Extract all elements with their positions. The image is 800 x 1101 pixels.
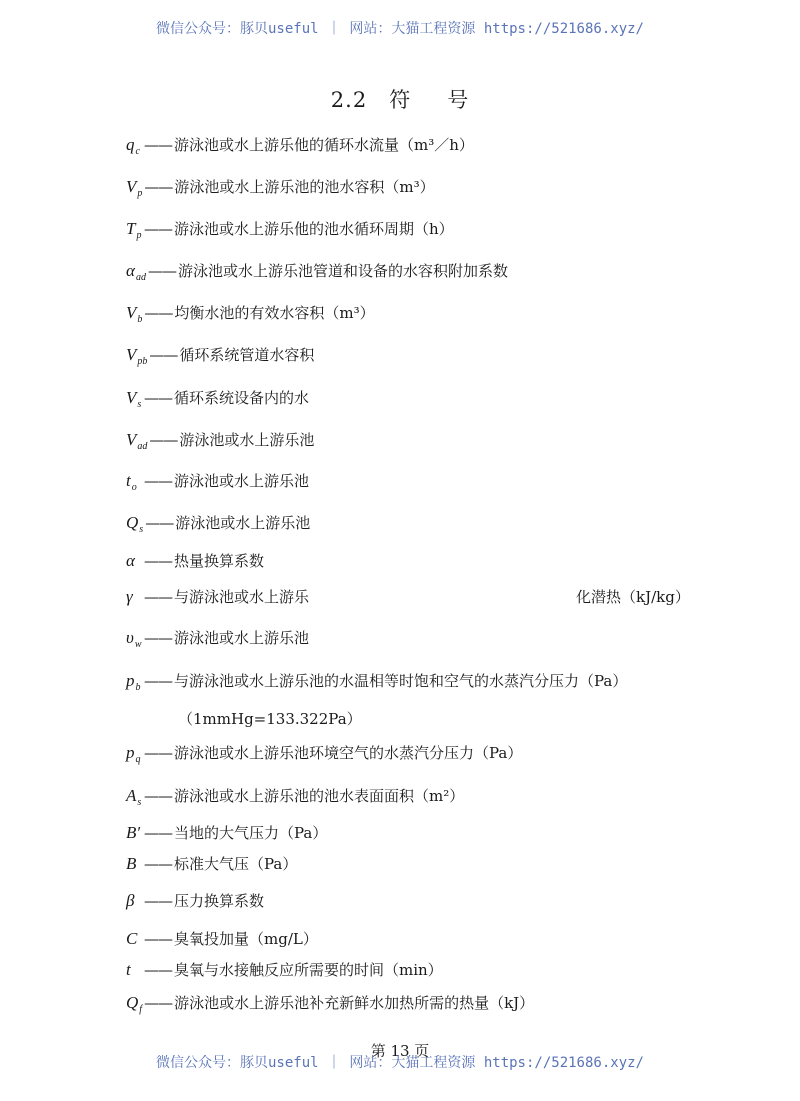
symbol-description: 游泳池或水上游乐池环境空气的水蒸汽分压力（Pa）: [174, 744, 523, 762]
symbol-row: [126, 959, 443, 982]
symbol: $T_p$: [126, 219, 142, 241]
symbol: C: [126, 929, 138, 948]
section-title-char-2: 号: [447, 88, 470, 112]
dash: ——: [144, 472, 172, 490]
dash: ——: [149, 431, 178, 449]
symbol-description: 循环系统管道水容积: [179, 346, 315, 364]
dash: ——: [147, 262, 176, 280]
dash: ——: [144, 304, 173, 322]
symbol-row: [126, 218, 454, 241]
symbol: α: [126, 551, 135, 570]
symbol-description: 压力换算系数: [174, 892, 265, 910]
symbol-description: 热量换算系数: [174, 552, 265, 570]
symbol-description: 游泳池或水上游乐池补充新鲜水加热所需的热量（kJ）: [174, 994, 535, 1012]
watermark-banner-bottom: 微信公众号：豚贝useful ｜ 网站：大猫工程资源 https://521686.xyz/: [155, 1055, 644, 1071]
symbol: $Q_f$: [126, 993, 143, 1015]
symbol: B: [126, 854, 137, 873]
dash: ——: [144, 588, 172, 606]
symbol-row: [126, 785, 464, 808]
symbol-row: [126, 992, 534, 1015]
dash: ——: [144, 136, 172, 154]
symbol-row: [126, 302, 375, 325]
symbol-row: [126, 344, 314, 367]
symbol-row: [126, 890, 264, 913]
watermark-banner-top: 微信公众号：豚贝useful ｜ 网站：大猫工程资源 https://521686.xyz/: [155, 21, 644, 37]
symbol-description: 游泳池或水上游乐池: [174, 629, 310, 647]
symbol-description: 游泳池或水上游乐池: [175, 514, 311, 532]
symbol: $q_c$: [126, 135, 140, 157]
dash: ——: [144, 178, 173, 196]
unit-conversion-note: （1mmHg=133.322Pa）: [178, 710, 362, 728]
symbol-row: [126, 512, 310, 535]
dash: ——: [144, 855, 172, 873]
symbol-description: 游泳池或水上游乐池: [179, 431, 315, 449]
symbol: $V_s$: [126, 388, 142, 410]
symbol-description: 与游泳池或水上游乐: [174, 588, 310, 606]
symbol: $V_p$: [126, 177, 143, 199]
symbol: β: [126, 891, 135, 910]
symbol-description: 当地的大气压力（Pa）: [174, 824, 328, 842]
dash: ——: [144, 552, 172, 570]
symbol: $p_q$: [126, 743, 141, 765]
symbol-description: 均衡水池的有效水容积（m³）: [174, 304, 375, 322]
symbol: $\alpha_{ad}$: [126, 261, 146, 283]
symbol-description: 游泳池或水上游乐池: [174, 472, 310, 490]
dash: ——: [144, 220, 172, 238]
symbol: t: [126, 960, 131, 979]
dash: ——: [144, 892, 172, 910]
symbol-description: 游泳池或水上游乐他的循环水流量（m³／h）: [174, 136, 474, 154]
symbol-row: [126, 586, 309, 609]
dash: ——: [144, 824, 172, 842]
symbol: γ: [126, 587, 133, 606]
symbol-description: 游泳池或水上游乐池管道和设备的水容积附加系数: [177, 262, 508, 280]
symbol-row: [126, 670, 627, 693]
dash: ——: [149, 346, 178, 364]
symbol-row: [126, 134, 474, 157]
symbol: $t_o$: [126, 471, 137, 493]
symbol-row: [126, 928, 318, 951]
symbol: B′: [126, 823, 141, 842]
symbol: $V_b$: [126, 303, 143, 325]
symbol-description: 游泳池或水上游乐池的池水表面面积（m²）: [174, 787, 465, 805]
symbol-description: 标准大气压（Pa）: [174, 855, 298, 873]
symbol: $V_{ad}$: [126, 430, 148, 452]
symbol-row: [126, 822, 327, 845]
symbol: $p_b$: [126, 671, 141, 693]
symbol-row: [126, 627, 309, 650]
symbol-note: [178, 708, 362, 729]
symbol-row: [126, 853, 297, 876]
symbol-description: 臭氧与水接触反应所需要的时间（min）: [174, 961, 443, 979]
symbol-description: 游泳池或水上游乐他的池水循环周期（h）: [174, 220, 454, 238]
section-number: 2.2: [330, 88, 368, 112]
dash: ——: [144, 629, 172, 647]
symbol-description: 臭氧投加量（mg/L）: [174, 930, 318, 948]
symbol-description: 与游泳池或水上游乐池的水温相等时饱和空气的水蒸汽分压力（Pa）: [174, 672, 628, 690]
dash: ——: [144, 672, 172, 690]
dash: ——: [144, 389, 172, 407]
dash: ——: [145, 514, 174, 532]
dash: ——: [144, 961, 172, 979]
page-number: 第 13 页: [370, 1042, 430, 1060]
dash: ——: [144, 744, 172, 762]
symbol-row: [126, 742, 522, 765]
symbol: $Q_s$: [126, 513, 144, 535]
symbol-row: [126, 550, 264, 573]
symbol: $\upsilon_w$: [126, 628, 142, 650]
dash: ——: [144, 930, 172, 948]
dash: ——: [144, 994, 173, 1012]
symbol-row: [126, 429, 314, 452]
section-title: [0, 84, 800, 114]
symbol-row: [126, 387, 309, 410]
symbol: $V_{pb}$: [126, 345, 148, 367]
symbol-row: [126, 260, 508, 283]
symbol-description: 游泳池或水上游乐池的池水容积（m³）: [174, 178, 435, 196]
section-title-char-1: 符: [389, 88, 412, 112]
symbol-row: [126, 176, 435, 199]
symbol-description: 循环系统设备内的水: [174, 389, 310, 407]
symbol-description-continued: 化潜热（kJ/kg）: [576, 588, 690, 606]
symbol-row: [126, 470, 309, 493]
symbol: $A_s$: [126, 786, 142, 808]
dash: ——: [144, 787, 172, 805]
